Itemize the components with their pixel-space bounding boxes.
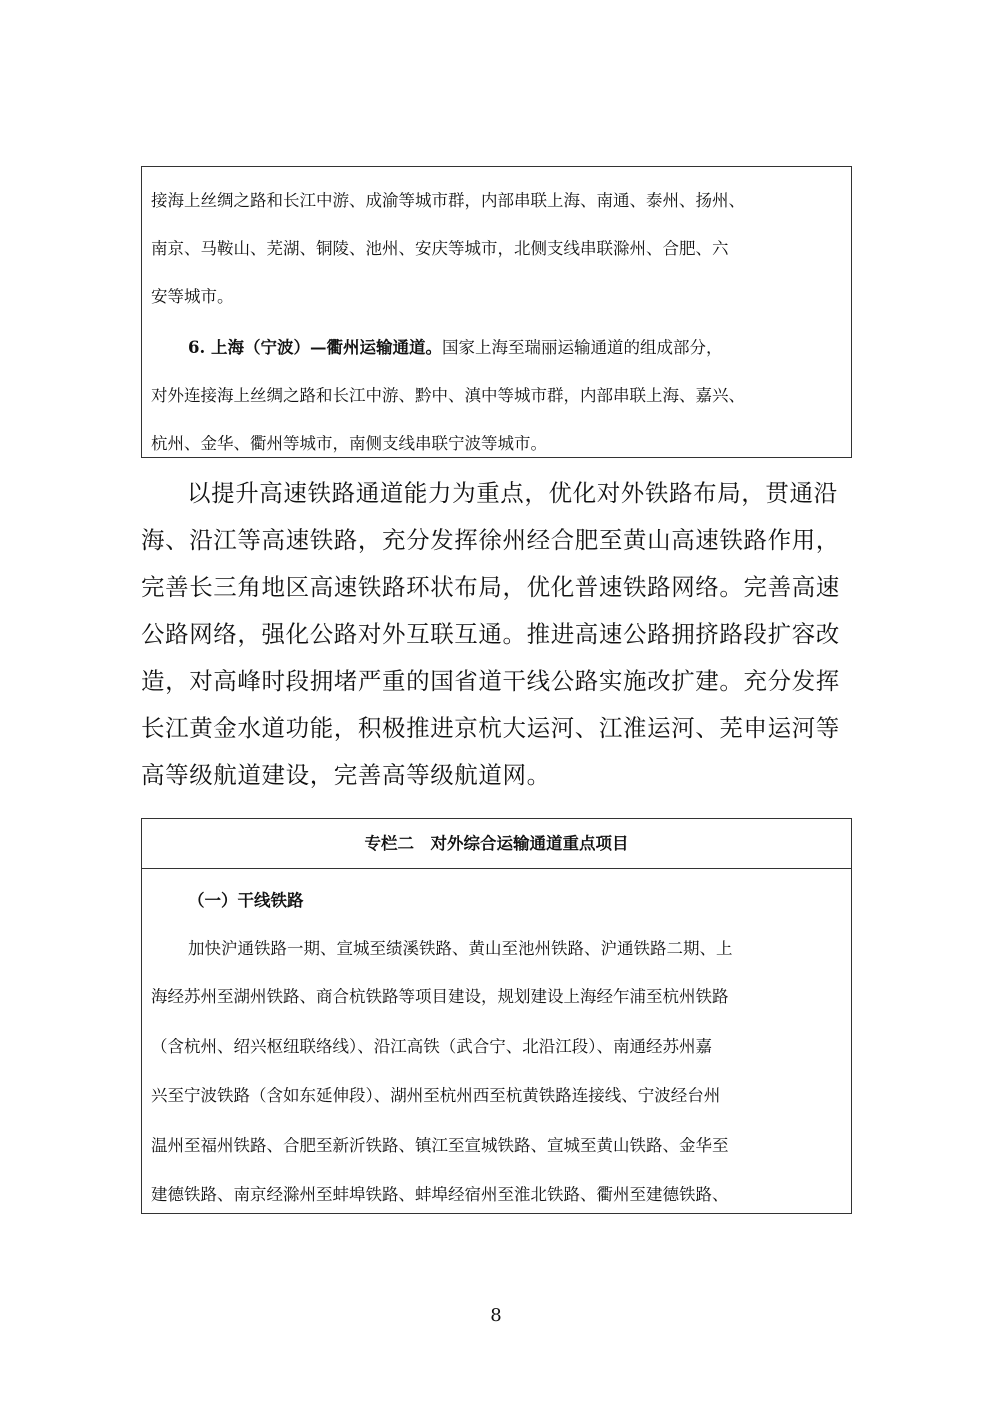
body-line: 以提升高速铁路通道能力为重点，优化对外铁路布局，贯通沿 [187,479,838,507]
body-line: 长江黄金水道功能，积极推进京杭大运河、江淮运河、芜申运河等 [141,714,840,742]
text-line: 对外连接海上丝绸之路和长江中游、黔中、滇中等城市群，内部串联上海、嘉兴、 [151,386,745,405]
text-line: 加快沪通铁路一期、宣城至绩溪铁路、黄山至池州铁路、沪通铁路二期、上 [188,939,733,958]
body-line: 高等级航道建设，完善高等级航道网。 [141,761,551,789]
page-number: 8 [490,1305,502,1326]
text-line: 建德铁路、南京经滁州至蚌埠铁路、蚌埠经宿州至淮北铁路、衢州至建德铁路、 [151,1185,729,1204]
text-line: 接海上丝绸之路和长江中游、成渝等城市群，内部串联上海、南通、泰州、扬州、 [151,191,745,210]
section-subtitle: （一）干线铁路 [188,891,304,910]
text-line: （含杭州、绍兴枢纽联络线）、沿江高铁（武合宁、北沿江段）、南通经苏州嘉 [151,1037,712,1056]
body-line: 海、沿江等高速铁路，充分发挥徐州经合肥至黄山高速铁路作用， [141,526,840,554]
body-line: 公路网络，强化公路对外互联互通。推进高速公路拥挤路段扩容改 [141,620,840,648]
body-line: 完善长三角地区高速铁路环状布局，优化普速铁路网络。完善高速 [141,573,840,601]
text-line: 南京、马鞍山、芜湖、铜陵、池州、安庆等城市，北侧支线串联滁州、合肥、六 [151,239,729,258]
column-box-key-projects [141,818,852,1214]
info-box-channels [141,166,852,458]
text-line: 温州至福州铁路、合肥至新沂铁路、镇江至宣城铁路、宣城至黄山铁路、金华至 [151,1136,729,1155]
text-line: 安等城市。 [151,287,234,306]
item-6-title: 6. 上海（宁波）—衢州运输通道。 [188,338,442,357]
body-line: 造，对高峰时段拥堵严重的国省道干线公路实施改扩建。充分发挥 [141,667,840,695]
column-box-title: 专栏二 对外综合运输通道重点项目 [142,819,851,869]
item-6-paragraph [188,338,880,358]
text-line: 兴至宁波铁路（含如东延伸段）、湖州至杭州西至杭黄铁路连接线、宁波经台州 [151,1086,721,1105]
text-line: 杭州、金华、衢州等城市，南侧支线串联宁波等城市。 [151,434,547,453]
text-line: 海经苏州至湖州铁路、商合杭铁路等项目建设，规划建设上海经乍浦至杭州铁路 [151,987,729,1006]
item-6-text: 国家上海至瑞丽运输通道的组成部分， [441,338,723,357]
